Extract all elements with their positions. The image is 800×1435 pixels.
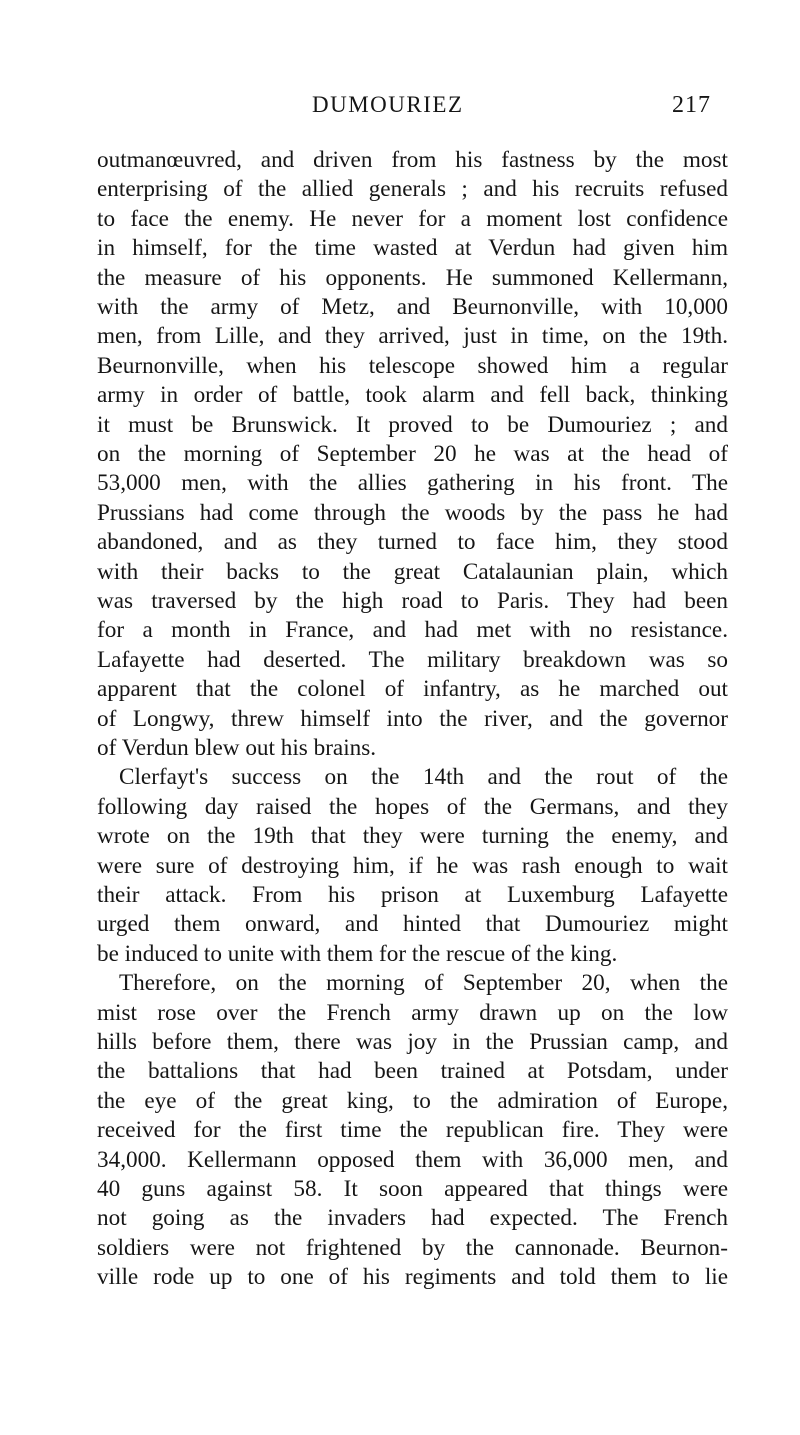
text-line: for a month in France, and had met with no resistance. xyxy=(97,617,728,644)
text-line: Beurnonville, when his telescope showed him a regular xyxy=(97,352,728,379)
text-line: was traversed by the high road to Paris. They had been xyxy=(97,588,728,614)
text-line: the measure of his opponents. He summoned Kellermann, xyxy=(97,264,728,291)
text-line: ville rode up to one of his regiments and told them to lie xyxy=(97,1264,728,1291)
text-line: 40 guns against 58. It soon appeared that things were xyxy=(97,1176,728,1202)
text-line: on the morning of September 20 he was at the head of xyxy=(97,441,728,467)
text-line: soldiers were not frightened by the cannonade. Beurnon- xyxy=(97,1234,728,1261)
text-line: the battalions that had been trained at Potsdam, under xyxy=(97,1058,728,1085)
text-line: outmanœuvred, and driven from his fastness by the most xyxy=(97,147,728,173)
text-line: wrote on the 19th that they were turning the enemy, and xyxy=(97,823,728,850)
text-line: Lafayette had deserted. The military breakdown was so xyxy=(97,646,728,673)
text-line: it must be Brunswick. It proved to be Dumouriez ; and xyxy=(97,411,728,438)
text-line: urged them onward, and hinted that Dumouriez might xyxy=(97,911,728,938)
text-line: to face the enemy. He never for a moment lost confidence xyxy=(97,205,728,232)
text-line: were sure of destroying him, if he was rash enough to wait xyxy=(97,852,728,879)
text-line: the eye of the great king, to the admiration of Europe, xyxy=(97,1087,728,1114)
text-line: Clerfayt's success on the 14th and the rout of the xyxy=(119,764,728,791)
text-line: army in order of battle, took alarm and fell back, thinking xyxy=(97,382,728,409)
text-line: be induced to unite with them for the rescue of the king. xyxy=(97,940,618,967)
text-line: not going as the invaders had expected. The French xyxy=(97,1205,728,1232)
text-line: with their backs to the great Catalaunian plain, which xyxy=(97,558,728,585)
text-line: of Verdun blew out his brains. xyxy=(97,735,377,761)
text-line: their attack. From his prison at Luxemburg Lafayette xyxy=(97,882,728,908)
text-line: of Longwy, threw himself into the river, and the governor xyxy=(97,705,728,732)
text-line: 53,000 men, with the allies gathering in his front. The xyxy=(97,470,728,497)
chapter-title: DUMOURIEZ xyxy=(312,92,464,117)
text-line: mist rose over the French army drawn up on the low xyxy=(97,999,728,1026)
text-line: abandoned, and as they turned to face him, they stood xyxy=(97,529,728,556)
text-line: Therefore, on the morning of September 20, when the xyxy=(119,970,728,997)
text-line: Prussians had come through the woods by the pass he had xyxy=(97,499,728,526)
text-line: enterprising of the allied generals ; and his recruits refused xyxy=(97,176,728,203)
text-line: hills before them, there was joy in the Prussian camp, and xyxy=(97,1029,728,1055)
text-line: apparent that the colonel of infantry, as he marched out xyxy=(97,676,728,703)
text-line: men, from Lille, and they arrived, just in time, on the 19th. xyxy=(97,323,728,350)
page-number: 217 xyxy=(672,92,711,118)
running-head xyxy=(0,92,800,122)
text-line: in himself, for the time wasted at Verdun had given him xyxy=(97,235,728,262)
text-line: following day raised the hopes of the Germans, and they xyxy=(97,793,728,820)
text-line: received for the first time the republican fire. They were xyxy=(97,1117,728,1144)
text-line: 34,000. Kellermann opposed them with 36,000 men, and xyxy=(97,1146,728,1173)
text-line: with the army of Metz, and Beurnonville, with 10,000 xyxy=(97,294,728,320)
